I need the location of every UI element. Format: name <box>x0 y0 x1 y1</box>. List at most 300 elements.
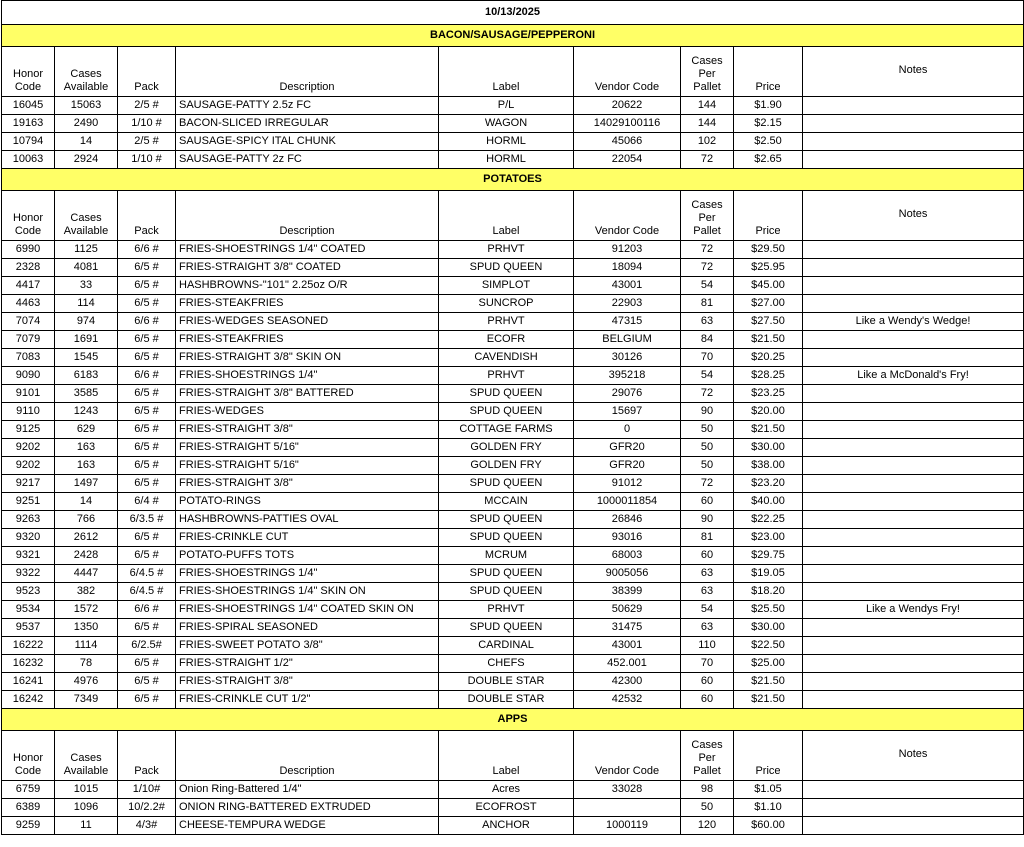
cases-per-pallet-cell[interactable]: 50 <box>681 457 734 475</box>
vendor-code-cell[interactable]: 9005056 <box>574 565 681 583</box>
cases-available-cell[interactable]: 1243 <box>55 403 118 421</box>
notes-cell[interactable] <box>803 565 1024 583</box>
vendor-code-cell[interactable]: 68003 <box>574 547 681 565</box>
description-cell[interactable]: HASHBROWNS-"101" 2.25oz O/R <box>176 277 439 295</box>
price-cell[interactable]: $28.25 <box>734 367 803 385</box>
vendor-code-cell[interactable] <box>574 799 681 817</box>
honor-code-cell[interactable]: 16242 <box>2 691 55 709</box>
honor-code-cell[interactable]: 4417 <box>2 277 55 295</box>
vendor-code-cell[interactable]: 20622 <box>574 97 681 115</box>
notes-cell[interactable] <box>803 349 1024 367</box>
vendor-code-cell[interactable]: 38399 <box>574 583 681 601</box>
description-cell[interactable]: FRIES-SHOESTRINGS 1/4" <box>176 565 439 583</box>
pack-cell[interactable]: 1/10 # <box>118 115 176 133</box>
cases-per-pallet-cell[interactable]: 84 <box>681 331 734 349</box>
notes-cell[interactable] <box>803 547 1024 565</box>
pack-cell[interactable]: 6/4.5 # <box>118 583 176 601</box>
label-cell[interactable]: P/L <box>439 97 574 115</box>
pack-cell[interactable]: 6/5 # <box>118 439 176 457</box>
column-header-vendor-code[interactable]: Vendor Code <box>574 731 681 781</box>
notes-cell[interactable] <box>803 511 1024 529</box>
vendor-code-cell[interactable]: 31475 <box>574 619 681 637</box>
honor-code-cell[interactable]: 16232 <box>2 655 55 673</box>
cases-available-cell[interactable]: 2490 <box>55 115 118 133</box>
column-header-cases-available[interactable] <box>55 47 118 97</box>
label-cell[interactable]: SPUD QUEEN <box>439 619 574 637</box>
price-cell[interactable]: $22.25 <box>734 511 803 529</box>
label-cell[interactable]: SUNCROP <box>439 295 574 313</box>
column-header-label[interactable]: Label <box>439 191 574 241</box>
vendor-code-cell[interactable]: 50629 <box>574 601 681 619</box>
cases-available-cell[interactable]: 163 <box>55 439 118 457</box>
honor-code-cell[interactable]: 10063 <box>2 151 55 169</box>
label-cell[interactable]: GOLDEN FRY <box>439 457 574 475</box>
price-cell[interactable]: $25.95 <box>734 259 803 277</box>
honor-code-cell[interactable]: 9202 <box>2 439 55 457</box>
cases-available-cell[interactable]: 4447 <box>55 565 118 583</box>
description-cell[interactable]: FRIES-STRAIGHT 3/8" COATED <box>176 259 439 277</box>
column-header-notes[interactable]: Notes <box>803 47 1024 97</box>
label-cell[interactable]: ECOFR <box>439 331 574 349</box>
vendor-code-cell[interactable]: 0 <box>574 421 681 439</box>
description-cell[interactable]: FRIES-WEDGES SEASONED <box>176 313 439 331</box>
notes-cell[interactable] <box>803 529 1024 547</box>
cases-per-pallet-cell[interactable]: 81 <box>681 529 734 547</box>
cases-per-pallet-cell[interactable]: 72 <box>681 475 734 493</box>
description-cell[interactable]: POTATO-PUFFS TOTS <box>176 547 439 565</box>
column-header-price[interactable]: Price <box>734 191 803 241</box>
honor-code-cell[interactable]: 6990 <box>2 241 55 259</box>
price-cell[interactable]: $22.50 <box>734 637 803 655</box>
pack-cell[interactable]: 6/5 # <box>118 349 176 367</box>
price-cell[interactable]: $2.50 <box>734 133 803 151</box>
column-header-description[interactable]: Description <box>176 191 439 241</box>
notes-cell[interactable] <box>803 385 1024 403</box>
cases-per-pallet-cell[interactable]: 120 <box>681 817 734 835</box>
vendor-code-cell[interactable]: 22054 <box>574 151 681 169</box>
column-header-description[interactable]: Description <box>176 47 439 97</box>
pack-cell[interactable]: 6/5 # <box>118 403 176 421</box>
column-header-cases-per-pallet[interactable] <box>681 731 734 781</box>
pack-cell[interactable]: 6/5 # <box>118 529 176 547</box>
column-header-pack[interactable]: Pack <box>118 731 176 781</box>
honor-code-cell[interactable]: 9523 <box>2 583 55 601</box>
price-cell[interactable]: $23.20 <box>734 475 803 493</box>
pack-cell[interactable]: 6/6 # <box>118 313 176 331</box>
cases-available-cell[interactable]: 629 <box>55 421 118 439</box>
cases-per-pallet-cell[interactable]: 90 <box>681 403 734 421</box>
pack-cell[interactable]: 6/4 # <box>118 493 176 511</box>
honor-code-cell[interactable]: 9217 <box>2 475 55 493</box>
cases-available-cell[interactable]: 382 <box>55 583 118 601</box>
honor-code-cell[interactable]: 9534 <box>2 601 55 619</box>
honor-code-cell[interactable]: 4463 <box>2 295 55 313</box>
column-header-vendor-code[interactable]: Vendor Code <box>574 191 681 241</box>
honor-code-cell[interactable]: 7079 <box>2 331 55 349</box>
notes-cell[interactable] <box>803 817 1024 835</box>
price-cell[interactable]: $29.50 <box>734 241 803 259</box>
label-cell[interactable]: CARDINAL <box>439 637 574 655</box>
description-cell[interactable]: FRIES-STEAKFRIES <box>176 295 439 313</box>
price-cell[interactable]: $19.05 <box>734 565 803 583</box>
vendor-code-cell[interactable]: 91012 <box>574 475 681 493</box>
honor-code-cell[interactable]: 16045 <box>2 97 55 115</box>
column-header-notes[interactable]: Notes <box>803 731 1024 781</box>
notes-cell[interactable] <box>803 295 1024 313</box>
pack-cell[interactable]: 6/5 # <box>118 259 176 277</box>
cases-available-cell[interactable]: 1545 <box>55 349 118 367</box>
honor-code-cell[interactable]: 9321 <box>2 547 55 565</box>
price-cell[interactable]: $1.90 <box>734 97 803 115</box>
description-cell[interactable]: Onion Ring-Battered 1/4" <box>176 781 439 799</box>
cases-available-cell[interactable]: 33 <box>55 277 118 295</box>
description-cell[interactable]: CHEESE-TEMPURA WEDGE <box>176 817 439 835</box>
pack-cell[interactable]: 2/5 # <box>118 133 176 151</box>
notes-cell[interactable]: Like a McDonald's Fry! <box>803 367 1024 385</box>
honor-code-cell[interactable]: 9320 <box>2 529 55 547</box>
description-cell[interactable]: FRIES-SWEET POTATO 3/8" <box>176 637 439 655</box>
column-header-vendor-code[interactable]: Vendor Code <box>574 47 681 97</box>
description-cell[interactable]: SAUSAGE-PATTY 2z FC <box>176 151 439 169</box>
price-cell[interactable]: $2.65 <box>734 151 803 169</box>
honor-code-cell[interactable]: 9322 <box>2 565 55 583</box>
description-cell[interactable]: POTATO-RINGS <box>176 493 439 511</box>
notes-cell[interactable] <box>803 133 1024 151</box>
notes-cell[interactable] <box>803 241 1024 259</box>
price-cell[interactable]: $25.50 <box>734 601 803 619</box>
vendor-code-cell[interactable]: 29076 <box>574 385 681 403</box>
pack-cell[interactable]: 6/2.5# <box>118 637 176 655</box>
label-cell[interactable]: DOUBLE STAR <box>439 673 574 691</box>
column-header-cases-available[interactable] <box>55 731 118 781</box>
notes-cell[interactable] <box>803 259 1024 277</box>
price-cell[interactable]: $23.00 <box>734 529 803 547</box>
label-cell[interactable]: ECOFROST <box>439 799 574 817</box>
pack-cell[interactable]: 6/5 # <box>118 691 176 709</box>
honor-code-cell[interactable]: 9537 <box>2 619 55 637</box>
notes-cell[interactable] <box>803 457 1024 475</box>
price-cell[interactable]: $27.00 <box>734 295 803 313</box>
column-header-price[interactable]: Price <box>734 47 803 97</box>
cases-available-cell[interactable]: 15063 <box>55 97 118 115</box>
pack-cell[interactable]: 6/5 # <box>118 619 176 637</box>
honor-code-cell[interactable]: 9251 <box>2 493 55 511</box>
vendor-code-cell[interactable]: 30126 <box>574 349 681 367</box>
cases-per-pallet-cell[interactable]: 144 <box>681 97 734 115</box>
notes-cell[interactable] <box>803 781 1024 799</box>
pack-cell[interactable]: 6/5 # <box>118 475 176 493</box>
label-cell[interactable]: ANCHOR <box>439 817 574 835</box>
pack-cell[interactable]: 6/5 # <box>118 547 176 565</box>
cases-per-pallet-cell[interactable]: 50 <box>681 421 734 439</box>
honor-code-cell[interactable]: 2328 <box>2 259 55 277</box>
label-cell[interactable]: HORML <box>439 151 574 169</box>
price-cell[interactable]: $30.00 <box>734 619 803 637</box>
cases-per-pallet-cell[interactable]: 110 <box>681 637 734 655</box>
label-cell[interactable]: SPUD QUEEN <box>439 511 574 529</box>
description-cell[interactable]: BACON-SLICED IRREGULAR <box>176 115 439 133</box>
vendor-code-cell[interactable]: 452.001 <box>574 655 681 673</box>
honor-code-cell[interactable]: 7074 <box>2 313 55 331</box>
label-cell[interactable]: SPUD QUEEN <box>439 475 574 493</box>
pack-cell[interactable]: 1/10# <box>118 781 176 799</box>
label-cell[interactable]: SPUD QUEEN <box>439 385 574 403</box>
vendor-code-cell[interactable]: 45066 <box>574 133 681 151</box>
label-cell[interactable]: CAVENDISH <box>439 349 574 367</box>
column-header-honor-code[interactable] <box>2 47 55 97</box>
description-cell[interactable]: FRIES-STRAIGHT 3/8" <box>176 475 439 493</box>
honor-code-cell[interactable]: 6759 <box>2 781 55 799</box>
price-cell[interactable]: $25.00 <box>734 655 803 673</box>
cases-available-cell[interactable]: 3585 <box>55 385 118 403</box>
pack-cell[interactable]: 6/5 # <box>118 457 176 475</box>
cases-per-pallet-cell[interactable]: 63 <box>681 313 734 331</box>
honor-code-cell[interactable]: 9259 <box>2 817 55 835</box>
notes-cell[interactable] <box>803 151 1024 169</box>
column-header-notes[interactable]: Notes <box>803 191 1024 241</box>
price-cell[interactable]: $21.50 <box>734 673 803 691</box>
notes-cell[interactable] <box>803 619 1024 637</box>
vendor-code-cell[interactable]: GFR20 <box>574 439 681 457</box>
cases-per-pallet-cell[interactable]: 50 <box>681 799 734 817</box>
notes-cell[interactable] <box>803 97 1024 115</box>
cases-available-cell[interactable]: 14 <box>55 133 118 151</box>
price-cell[interactable]: $1.10 <box>734 799 803 817</box>
notes-cell[interactable] <box>803 637 1024 655</box>
price-cell[interactable]: $2.15 <box>734 115 803 133</box>
label-cell[interactable]: MCRUM <box>439 547 574 565</box>
description-cell[interactable]: FRIES-STRAIGHT 3/8" <box>176 673 439 691</box>
honor-code-cell[interactable]: 6389 <box>2 799 55 817</box>
cases-per-pallet-cell[interactable]: 72 <box>681 259 734 277</box>
cases-per-pallet-cell[interactable]: 63 <box>681 619 734 637</box>
description-cell[interactable]: FRIES-SHOESTRINGS 1/4" SKIN ON <box>176 583 439 601</box>
column-header-label[interactable]: Label <box>439 47 574 97</box>
cases-available-cell[interactable]: 1691 <box>55 331 118 349</box>
section-title[interactable]: BACON/SAUSAGE/PEPPERONI <box>2 25 1024 47</box>
pack-cell[interactable]: 6/5 # <box>118 655 176 673</box>
description-cell[interactable]: FRIES-CRINKLE CUT <box>176 529 439 547</box>
description-cell[interactable]: SAUSAGE-PATTY 2.5z FC <box>176 97 439 115</box>
cases-available-cell[interactable]: 2428 <box>55 547 118 565</box>
vendor-code-cell[interactable]: 42532 <box>574 691 681 709</box>
cases-available-cell[interactable]: 974 <box>55 313 118 331</box>
vendor-code-cell[interactable]: 1000011854 <box>574 493 681 511</box>
vendor-code-cell[interactable]: 395218 <box>574 367 681 385</box>
description-cell[interactable]: FRIES-STRAIGHT 3/8" BATTERED <box>176 385 439 403</box>
description-cell[interactable]: FRIES-SPIRAL SEASONED <box>176 619 439 637</box>
label-cell[interactable]: Acres <box>439 781 574 799</box>
cases-available-cell[interactable]: 1096 <box>55 799 118 817</box>
sheet-date[interactable]: 10/13/2025 <box>2 1 1024 25</box>
cases-available-cell[interactable]: 1114 <box>55 637 118 655</box>
cases-per-pallet-cell[interactable]: 50 <box>681 439 734 457</box>
description-cell[interactable]: FRIES-STRAIGHT 5/16" <box>176 457 439 475</box>
price-cell[interactable]: $30.00 <box>734 439 803 457</box>
pack-cell[interactable]: 1/10 # <box>118 151 176 169</box>
section-title[interactable]: POTATOES <box>2 169 1024 191</box>
label-cell[interactable]: MCCAIN <box>439 493 574 511</box>
cases-available-cell[interactable]: 1015 <box>55 781 118 799</box>
description-cell[interactable]: FRIES-SHOESTRINGS 1/4" <box>176 367 439 385</box>
cases-available-cell[interactable]: 1497 <box>55 475 118 493</box>
vendor-code-cell[interactable]: 43001 <box>574 637 681 655</box>
notes-cell[interactable] <box>803 691 1024 709</box>
vendor-code-cell[interactable]: 14029100116 <box>574 115 681 133</box>
pack-cell[interactable]: 6/5 # <box>118 295 176 313</box>
pack-cell[interactable]: 6/4.5 # <box>118 565 176 583</box>
cases-per-pallet-cell[interactable]: 54 <box>681 277 734 295</box>
cases-available-cell[interactable]: 1350 <box>55 619 118 637</box>
vendor-code-cell[interactable]: 91203 <box>574 241 681 259</box>
column-header-honor-code[interactable] <box>2 731 55 781</box>
column-header-honor-code[interactable] <box>2 191 55 241</box>
cases-per-pallet-cell[interactable]: 63 <box>681 565 734 583</box>
honor-code-cell[interactable]: 16241 <box>2 673 55 691</box>
label-cell[interactable]: CHEFS <box>439 655 574 673</box>
honor-code-cell[interactable]: 10794 <box>2 133 55 151</box>
pack-cell[interactable]: 6/5 # <box>118 331 176 349</box>
pack-cell[interactable]: 2/5 # <box>118 97 176 115</box>
cases-available-cell[interactable]: 6183 <box>55 367 118 385</box>
notes-cell[interactable] <box>803 115 1024 133</box>
column-header-cases-per-pallet[interactable] <box>681 191 734 241</box>
price-cell[interactable]: $23.25 <box>734 385 803 403</box>
cases-per-pallet-cell[interactable]: 63 <box>681 583 734 601</box>
vendor-code-cell[interactable]: 42300 <box>574 673 681 691</box>
cases-per-pallet-cell[interactable]: 60 <box>681 691 734 709</box>
description-cell[interactable]: FRIES-STRAIGHT 1/2" <box>176 655 439 673</box>
cases-per-pallet-cell[interactable]: 81 <box>681 295 734 313</box>
label-cell[interactable]: SPUD QUEEN <box>439 403 574 421</box>
pack-cell[interactable]: 4/3# <box>118 817 176 835</box>
vendor-code-cell[interactable]: 93016 <box>574 529 681 547</box>
description-cell[interactable]: ONION RING-BATTERED EXTRUDED <box>176 799 439 817</box>
notes-cell[interactable] <box>803 439 1024 457</box>
description-cell[interactable]: FRIES-SHOESTRINGS 1/4" COATED <box>176 241 439 259</box>
price-cell[interactable]: $18.20 <box>734 583 803 601</box>
cases-available-cell[interactable]: 2612 <box>55 529 118 547</box>
cases-available-cell[interactable]: 78 <box>55 655 118 673</box>
column-header-label[interactable]: Label <box>439 731 574 781</box>
cases-per-pallet-cell[interactable]: 70 <box>681 349 734 367</box>
label-cell[interactable]: SPUD QUEEN <box>439 583 574 601</box>
cases-per-pallet-cell[interactable]: 54 <box>681 601 734 619</box>
cases-available-cell[interactable]: 163 <box>55 457 118 475</box>
label-cell[interactable]: SIMPLOT <box>439 277 574 295</box>
notes-cell[interactable] <box>803 583 1024 601</box>
price-cell[interactable]: $20.00 <box>734 403 803 421</box>
column-header-price[interactable]: Price <box>734 731 803 781</box>
cases-per-pallet-cell[interactable]: 72 <box>681 241 734 259</box>
honor-code-cell[interactable]: 9202 <box>2 457 55 475</box>
vendor-code-cell[interactable]: 1000119 <box>574 817 681 835</box>
notes-cell[interactable] <box>803 799 1024 817</box>
honor-code-cell[interactable]: 16222 <box>2 637 55 655</box>
cases-per-pallet-cell[interactable]: 102 <box>681 133 734 151</box>
price-cell[interactable]: $20.25 <box>734 349 803 367</box>
cases-per-pallet-cell[interactable]: 90 <box>681 511 734 529</box>
description-cell[interactable]: FRIES-SHOESTRINGS 1/4" COATED SKIN ON <box>176 601 439 619</box>
vendor-code-cell[interactable]: 15697 <box>574 403 681 421</box>
price-cell[interactable]: $29.75 <box>734 547 803 565</box>
cases-available-cell[interactable]: 114 <box>55 295 118 313</box>
price-cell[interactable]: $38.00 <box>734 457 803 475</box>
pack-cell[interactable]: 6/6 # <box>118 241 176 259</box>
description-cell[interactable]: FRIES-STRAIGHT 3/8" SKIN ON <box>176 349 439 367</box>
description-cell[interactable]: FRIES-STRAIGHT 3/8" <box>176 421 439 439</box>
vendor-code-cell[interactable]: BELGIUM <box>574 331 681 349</box>
description-cell[interactable]: HASHBROWNS-PATTIES OVAL <box>176 511 439 529</box>
cases-available-cell[interactable]: 1125 <box>55 241 118 259</box>
notes-cell[interactable] <box>803 655 1024 673</box>
pack-cell[interactable]: 10/2.2# <box>118 799 176 817</box>
pack-cell[interactable]: 6/6 # <box>118 601 176 619</box>
description-cell[interactable]: SAUSAGE-SPICY ITAL CHUNK <box>176 133 439 151</box>
cases-available-cell[interactable]: 2924 <box>55 151 118 169</box>
cases-per-pallet-cell[interactable]: 98 <box>681 781 734 799</box>
label-cell[interactable]: PRHVT <box>439 313 574 331</box>
label-cell[interactable]: SPUD QUEEN <box>439 565 574 583</box>
honor-code-cell[interactable]: 9101 <box>2 385 55 403</box>
cases-available-cell[interactable]: 1572 <box>55 601 118 619</box>
notes-cell[interactable] <box>803 421 1024 439</box>
honor-code-cell[interactable]: 9125 <box>2 421 55 439</box>
cases-per-pallet-cell[interactable]: 60 <box>681 547 734 565</box>
honor-code-cell[interactable]: 7083 <box>2 349 55 367</box>
cases-available-cell[interactable]: 4976 <box>55 673 118 691</box>
pack-cell[interactable]: 6/5 # <box>118 385 176 403</box>
label-cell[interactable]: COTTAGE FARMS <box>439 421 574 439</box>
column-header-description[interactable]: Description <box>176 731 439 781</box>
label-cell[interactable]: SPUD QUEEN <box>439 529 574 547</box>
description-cell[interactable]: FRIES-WEDGES <box>176 403 439 421</box>
notes-cell[interactable] <box>803 277 1024 295</box>
notes-cell[interactable] <box>803 673 1024 691</box>
vendor-code-cell[interactable]: 18094 <box>574 259 681 277</box>
label-cell[interactable]: GOLDEN FRY <box>439 439 574 457</box>
cases-available-cell[interactable]: 766 <box>55 511 118 529</box>
label-cell[interactable]: PRHVT <box>439 367 574 385</box>
label-cell[interactable]: PRHVT <box>439 601 574 619</box>
cases-per-pallet-cell[interactable]: 72 <box>681 151 734 169</box>
honor-code-cell[interactable]: 9090 <box>2 367 55 385</box>
price-cell[interactable]: $27.50 <box>734 313 803 331</box>
pack-cell[interactable]: 6/3.5 # <box>118 511 176 529</box>
label-cell[interactable]: PRHVT <box>439 241 574 259</box>
label-cell[interactable]: SPUD QUEEN <box>439 259 574 277</box>
pack-cell[interactable]: 6/5 # <box>118 673 176 691</box>
cases-available-cell[interactable]: 4081 <box>55 259 118 277</box>
description-cell[interactable]: FRIES-STRAIGHT 5/16" <box>176 439 439 457</box>
notes-cell[interactable]: Like a Wendys Fry! <box>803 601 1024 619</box>
cases-per-pallet-cell[interactable]: 144 <box>681 115 734 133</box>
column-header-cases-available[interactable] <box>55 191 118 241</box>
vendor-code-cell[interactable]: 43001 <box>574 277 681 295</box>
section-title[interactable]: APPS <box>2 709 1024 731</box>
vendor-code-cell[interactable]: 47315 <box>574 313 681 331</box>
label-cell[interactable]: DOUBLE STAR <box>439 691 574 709</box>
vendor-code-cell[interactable]: 26846 <box>574 511 681 529</box>
notes-cell[interactable] <box>803 475 1024 493</box>
column-header-cases-per-pallet[interactable] <box>681 47 734 97</box>
description-cell[interactable]: FRIES-CRINKLE CUT 1/2" <box>176 691 439 709</box>
label-cell[interactable]: HORML <box>439 133 574 151</box>
price-cell[interactable]: $1.05 <box>734 781 803 799</box>
price-cell[interactable]: $21.50 <box>734 421 803 439</box>
price-cell[interactable]: $45.00 <box>734 277 803 295</box>
price-cell[interactable]: $21.50 <box>734 691 803 709</box>
